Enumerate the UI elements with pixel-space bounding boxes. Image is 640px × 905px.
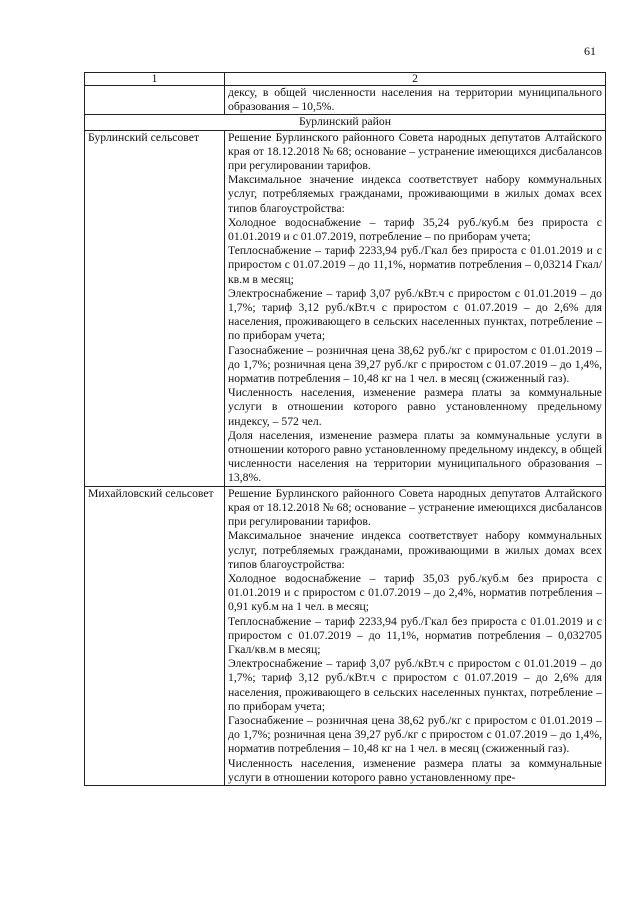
paragraph: Электроснабжение – тариф 3,07 руб./кВт.ч с приростом с 01.01.2019 – до 1,7%; тариф 3,12 руб./кВт.ч с приростом с 01.07.2019 – до 2,6% для населения, проживающего в сельских населенных пунктах, потребление – по приборам учета; [228, 657, 602, 713]
table-row [85, 130, 606, 486]
section-row [85, 115, 606, 130]
row-description [225, 486, 606, 785]
table-header-row [85, 73, 606, 86]
table-row [85, 486, 606, 785]
section-title: Бурлинский район [85, 115, 606, 130]
municipality-name: Бурлинский сельсовет [85, 130, 225, 486]
paragraph: Максимальное значение индекса соответствует набору коммунальных услуг, потребляемых гражданами, проживающими в жилых домах всех типов благоустройства: [228, 173, 602, 215]
paragraph: Максимальное значение индекса соответствует набору коммунальных услуг, потребляемых гражданами, проживающими в жилых домах всех типов благоустройства: [228, 529, 602, 571]
paragraph: Решение Бурлинского районного Совета народных депутатов Алтайского края от 18.12.2018 № 68; основание – устранение имеющихся дисбалансов при регулировании тарифов. [228, 130, 602, 173]
paragraph: Численность населения, изменение размера платы за коммунальные услуги в отношении которого равно установленному пре- [228, 756, 602, 784]
paragraph: Электроснабжение – тариф 3,07 руб./кВт.ч с приростом с 01.01.2019 – до 1,7%; тариф 3,12 руб./кВт.ч с приростом с 01.07.2019 – до 2,6% для населения, проживающего в сельских населенных пунктах, потребление – по приборам учета; [228, 286, 602, 343]
paragraph: Холодное водоснабжение – тариф 35,03 руб./куб.м без прироста с 01.01.2019 и с приростом с 01.07.2019 – до 2,4%, норматив потребления – 0,91 куб.м на 1 чел. в месяц; [228, 571, 602, 614]
continuation-row [85, 86, 606, 115]
document-table [84, 72, 606, 786]
paragraph: Теплоснабжение – тариф 2233,94 руб./Гкал без прироста с 01.01.2019 и с приростом с 01.07.2019 – до 11,1%, норматив потребления – 0,03214 Гкал/кв.м в месяц; [228, 244, 602, 286]
column-header-2: 2 [225, 73, 606, 86]
continuation-text: дексу, в общей численности населения на территории муниципального образования – 10,5%. [225, 86, 606, 115]
row-description [225, 130, 606, 486]
municipality-name: Михайловский сельсовет [85, 486, 225, 785]
paragraph: Газоснабжение – розничная цена 38,62 руб./кг с приростом с 01.01.2019 – до 1,7%; розничная цена 39,27 руб./кг с приростом с 01.07.2019 – до 1,4%, норматив потребления – 10,48 кг на 1 чел. в месяц (сжиженный газ). [228, 343, 602, 386]
paragraph: Решение Бурлинского районного Совета народных депутатов Алтайского края от 18.12.2018 № 68; основание – устранение имеющихся дисбалансов при регулировании тарифов. [228, 486, 602, 529]
paragraph: Численность населения, изменение размера платы за коммунальные услуги в отношении которого равно установленному предельному индексу, – 572 чел. [228, 386, 602, 428]
paragraph: Холодное водоснабжение – тариф 35,24 руб./куб.м без прироста с 01.01.2019 и с 01.07.2019, потребление – по приборам учета; [228, 215, 602, 244]
page-number: 61 [584, 44, 596, 58]
column-header-1: 1 [85, 73, 225, 86]
paragraph: Теплоснабжение – тариф 2233,94 руб./Гкал без прироста с 01.01.2019 и с приростом с 01.07.2019 – до 11,1%, норматив потребления – 0,032705 Гкал/кв.м в месяц; [228, 614, 602, 656]
empty-cell [85, 86, 225, 115]
paragraph: Газоснабжение – розничная цена 38,62 руб./кг с приростом с 01.01.2019 – до 1,7%; розничная цена 39,27 руб./кг с приростом с 01.07.2019 – до 1,4%, норматив потребления – 10,48 кг на 1 чел. в месяц (сжиженный газ). [228, 713, 602, 756]
paragraph: Доля населения, изменение размера платы за коммунальные услуги в отношении которого равно установленному предельному индексу, в общей численности населения на территории муниципального образования – 13,8%. [228, 428, 602, 485]
